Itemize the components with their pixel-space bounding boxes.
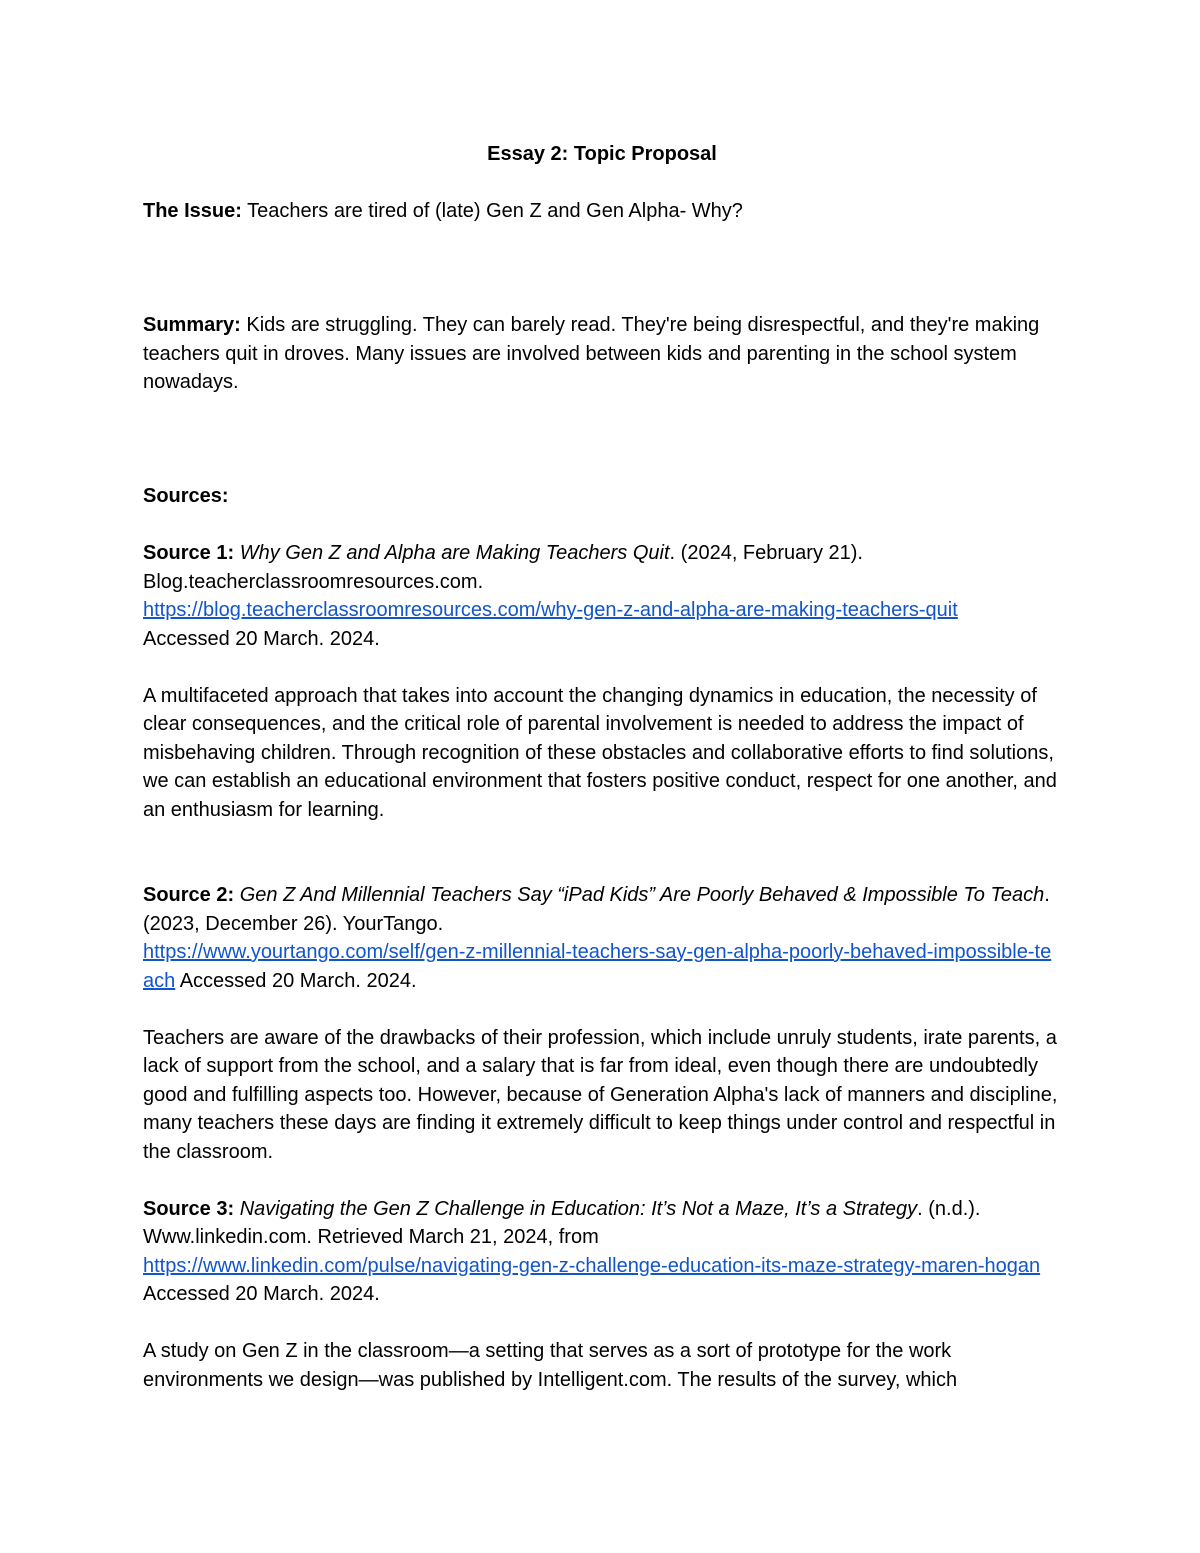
document-body	[143, 140, 1061, 1394]
source-link[interactable]: https://www.yourtango.com/self/gen-z-millennial-teachers-say-gen-alpha-poorly-behaved-impossible-teach	[143, 941, 1052, 992]
source-citation-text: . (n.d.). Www.linkedin.com. Retrieved March 21, 2024, from	[143, 1197, 981, 1248]
spacer	[143, 511, 1061, 540]
issue-label: The Issue:	[143, 200, 242, 222]
sources-heading: Sources:	[143, 485, 229, 507]
spacer	[143, 1309, 1061, 1338]
source-label-colon: :	[227, 1197, 240, 1220]
source-accessed: Accessed 20 March. 2024.	[175, 969, 417, 992]
spacer	[143, 824, 1061, 881]
source-citation	[143, 1195, 1061, 1309]
summary-label: Summary:	[143, 314, 241, 336]
source-citation-text: . (2023, December 26). YourTango.	[143, 884, 1050, 935]
source-citation-text: . (2024, February 21). Blog.teacherclassroomresources.com.	[143, 542, 863, 593]
source-summary: A multifaceted approach that takes into account the changing dynamics in education, the necessity of clear consequences, and the critical role of parental involvement is needed to address the impact of misbehaving children. Through recognition of these obstacles and collaborative efforts to find solutions, we can establish an educational environment that fosters positive conduct, respect for one another, and an enthusiasm for learning.	[143, 684, 1057, 821]
source-summary: Teachers are aware of the drawbacks of their profession, which include unruly students, irate parents, a lack of support from the school, and a salary that is far from ideal, even though there are undoubtedly good and fulfilling aspects too. However, because of Generation Alpha's lack of manners and discipline, many teachers these days are finding it extremely difficult to keep things under control and respectful in the classroom.	[143, 1026, 1058, 1163]
source-accessed: Accessed 20 March. 2024.	[143, 1283, 380, 1305]
spacer	[143, 653, 1061, 682]
source-title: Gen Z And Millennial Teachers Say “iPad Kids” Are Poorly Behaved & Impossible To Teach	[239, 884, 1045, 906]
source-label-colon: :	[227, 884, 240, 906]
source-summary: A study on Gen Z in the classroom—a setting that serves as a sort of prototype for the work environments we design—was published by Intelligent.com. The results of the survey, which	[143, 1340, 958, 1391]
source-link[interactable]: https://blog.teacherclassroomresources.com/why-gen-z-and-alpha-are-making-teachers-quit	[143, 599, 958, 621]
summary-text: Kids are struggling. They can barely read. They're being disrespectful, and they're making teachers quit in droves. Many issues are involved between kids and parenting in the school system nowadays.	[143, 314, 1040, 393]
summary-paragraph	[143, 311, 1061, 397]
source-accessed: Accessed 20 March. 2024.	[143, 627, 380, 650]
spacer	[143, 1166, 1061, 1195]
source-title: Why Gen Z and Alpha are Making Teachers Quit	[239, 542, 670, 564]
source-citation	[143, 881, 1061, 995]
source-label: Source 2	[143, 884, 228, 906]
spacer	[143, 397, 1061, 483]
source-title: Navigating the Gen Z Challenge in Education: It’s Not a Maze, It’s a Strategy	[239, 1197, 918, 1220]
source-label: Source 3	[143, 1197, 228, 1220]
page-title: Essay 2: Topic Proposal	[487, 143, 717, 165]
issue-text: Teachers are tired of (late) Gen Z and Gen Alpha- Why?	[241, 200, 743, 222]
source-label: Source 1	[143, 542, 228, 564]
spacer	[143, 169, 1061, 198]
issue-paragraph	[143, 197, 1061, 226]
source-citation	[143, 539, 1061, 653]
spacer	[143, 226, 1061, 312]
source-link[interactable]: https://www.linkedin.com/pulse/navigating-gen-z-challenge-education-its-maze-strategy-maren-hogan	[143, 1254, 1041, 1277]
source-label-colon: :	[227, 542, 240, 564]
spacer	[143, 995, 1061, 1024]
